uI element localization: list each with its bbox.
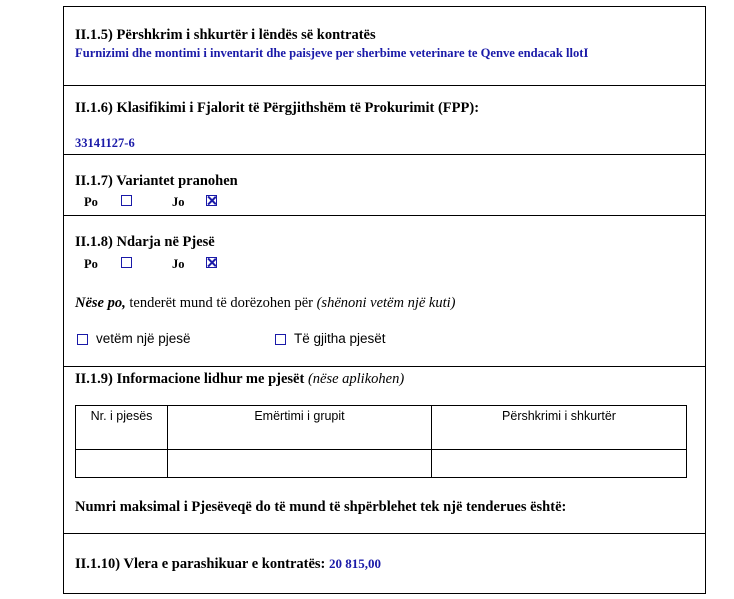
variants-yes-label: Po [84,195,98,209]
divider [63,533,706,534]
lots-submission-instruction [75,295,456,312]
lots-no-label: Jo [172,257,185,271]
column-header-short-description: Përshkrimi i shkurtër [432,406,687,450]
max-lots-text: Numri maksimal i Pjesëveqë do të mund të shpërblehet tek një tenderues është: [75,499,567,515]
section-heading-ii-1-5: II.1.5) Përshkrim i shkurtër i lëndës së kontratës [75,27,376,43]
contract-description-value: Furnizimi dhe montimi i inventarit dhe paisjeve per sherbime veterinare te Qenve endacak llotI [75,46,589,60]
section-heading-ii-1-7: II.1.7) Variantet pranohen [75,173,238,189]
estimated-value: 20 815,00 [329,556,382,571]
divider [63,366,706,367]
lots-no-checkbox[interactable] [206,257,217,268]
if-yes-text: tenderët mund të dorëzohen për [125,295,317,311]
section-heading-ii-1-8: II.1.8) Ndarja në Pjesë [75,234,215,250]
all-lots-checkbox[interactable] [275,334,286,345]
table-cell [76,450,168,478]
if-yes-label: Nëse po, [75,295,126,311]
heading-note: (nëse aplikohen) [307,371,405,387]
table-cell [168,450,432,478]
variants-no-checkbox[interactable] [206,195,217,206]
table-cell [432,450,687,478]
column-header-lot-number: Nr. i pjesës [76,406,168,450]
section-heading-ii-1-9-line [75,371,404,388]
estimated-value-line [75,556,381,573]
variants-no-label: Jo [172,195,185,209]
table-header-row [76,406,687,450]
one-lot-label: vetëm një pjesë [96,331,191,346]
if-yes-note: (shënoni vetëm një kuti) [316,295,456,311]
variants-yes-checkbox[interactable] [121,195,132,206]
divider [63,154,706,155]
section-heading-ii-1-6: II.1.6) Klasifikimi i Fjalorit të Përgjithshëm të Prokurimit (FPP): [75,100,480,116]
column-header-group-name: Emërtimi i grupit [168,406,432,450]
table-row [76,450,687,478]
section-heading-ii-1-9: II.1.9) Informacione lidhur me pjesët [75,371,305,387]
divider [63,85,706,86]
all-lots-label: Të gjitha pjesët [294,331,386,346]
lots-yes-label: Po [84,257,98,271]
lots-yes-checkbox[interactable] [121,257,132,268]
one-lot-checkbox[interactable] [77,334,88,345]
divider [63,6,706,7]
cpv-code-value: 33141127-6 [75,136,135,150]
divider [63,593,706,594]
section-heading-ii-1-10: II.1.10) Vlera e parashikuar e kontratës: [75,556,326,572]
lots-table [75,405,687,478]
divider [63,215,706,216]
